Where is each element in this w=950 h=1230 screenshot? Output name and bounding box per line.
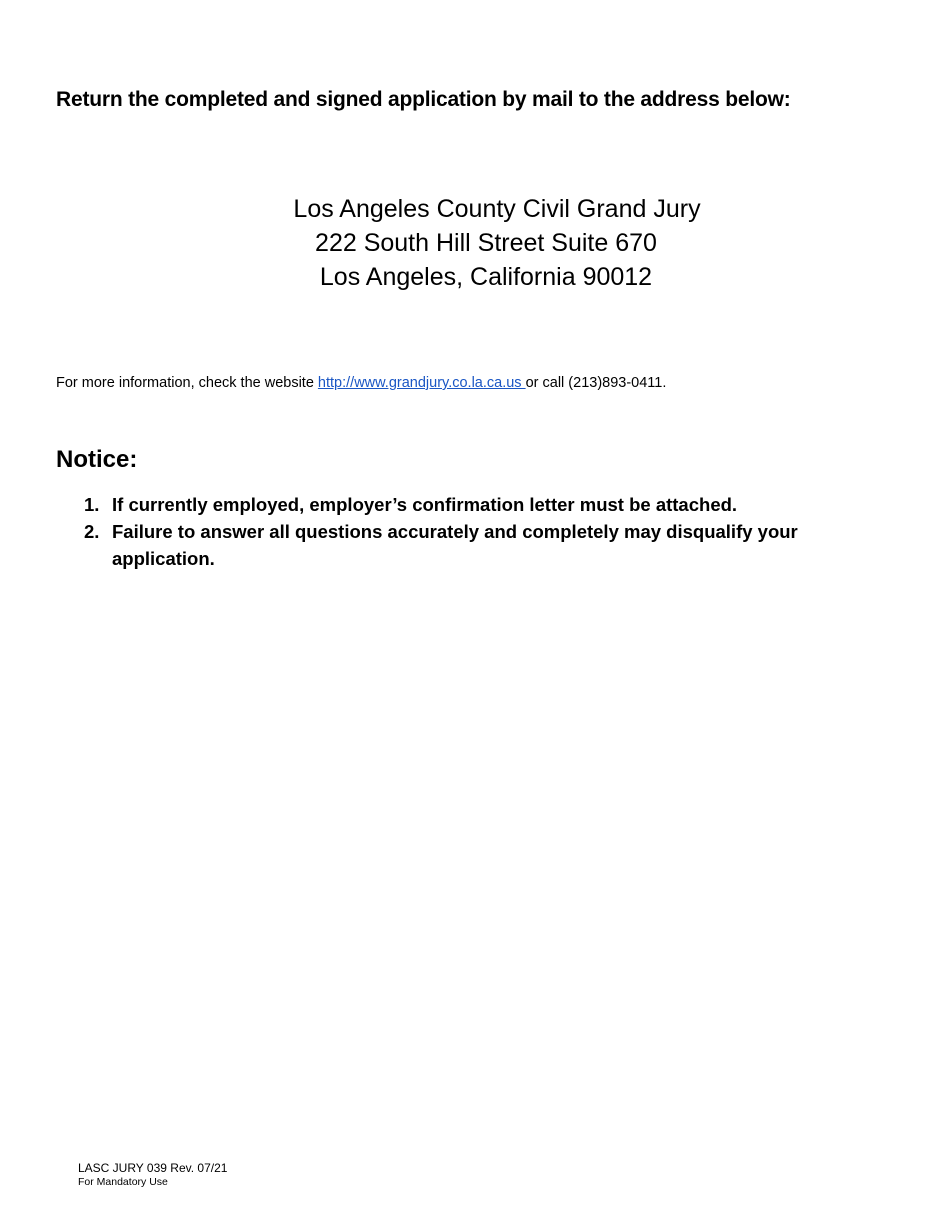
more-info-prefix: For more information, check the website <box>56 375 318 391</box>
address-line-organization: Los Angeles County Civil Grand Jury <box>293 195 701 223</box>
address-line-city: Los Angeles, California 90012 <box>319 263 653 291</box>
mailing-address <box>0 192 950 294</box>
website-link[interactable]: http://www.grandjury.co.la.ca.us <box>317 375 526 391</box>
return-instructions-heading: Return the completed and signed application by mail to the address below: <box>56 88 791 111</box>
notice-item-text: Failure to answer all questions accurately and completely may disqualify your application. <box>112 521 798 569</box>
more-information-line <box>56 375 666 391</box>
form-identifier: LASC JURY 039 Rev. 07/21 <box>78 1161 228 1175</box>
notice-item <box>56 491 836 518</box>
address-line-street: 222 South Hill Street Suite 670 <box>315 229 657 257</box>
form-usage-note: For Mandatory Use <box>78 1176 168 1188</box>
notice-list <box>56 491 836 572</box>
more-info-suffix: or call (213)893-0411. <box>525 375 667 391</box>
notice-heading: Notice: <box>56 446 138 473</box>
notice-item <box>56 518 836 572</box>
notice-item-number: 2. <box>84 521 100 542</box>
notice-item-number: 1. <box>84 494 100 515</box>
notice-item-text: If currently employed, employer’s confirmation letter must be attached. <box>112 494 738 515</box>
